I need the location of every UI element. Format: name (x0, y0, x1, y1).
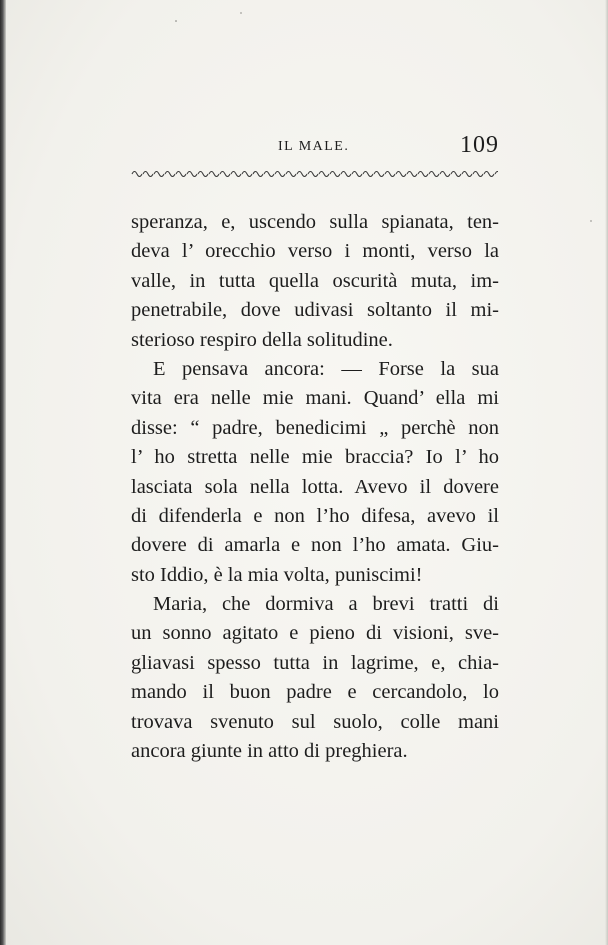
paper-speck (175, 20, 177, 22)
text-line: speranza, e, uscendo sulla spianata, ten- (131, 211, 499, 233)
paper-speck (590, 220, 592, 222)
ornament-wave (451, 172, 461, 177)
ornament-wave (286, 172, 296, 177)
ornament-wave (319, 172, 329, 177)
text-line: vita era nelle mie mani. Quand’ ella mi (131, 387, 499, 410)
running-header (132, 132, 504, 162)
ornament-wave (440, 172, 450, 177)
ornament-wave (462, 172, 472, 177)
text-line: Maria, che dormiva a brevi tratti di (153, 593, 499, 616)
text-line: un sonno agitato e pieno di visioni, sve- (131, 622, 499, 645)
ornament-wave (484, 172, 494, 177)
ornament-wave (264, 172, 274, 177)
text-line: disse: “ padre, benedicimi „ perchè non (131, 416, 499, 439)
ornament-wave (363, 172, 373, 177)
text-line: sterioso respiro della solitudine. (131, 328, 393, 351)
ornament-wave (176, 172, 186, 177)
ornament-wave (165, 172, 175, 177)
ornament-wave (132, 172, 142, 177)
text-line: valle, in tutta quella oscurità muta, im- (131, 269, 499, 292)
text-line: dovere di amarla e non l’ho amata. Giu- (131, 534, 499, 557)
text-line: gliavasi spesso tutta in lagrime, e, chia- (131, 651, 499, 674)
text-line: sto Iddio, è la mia volta, puniscimi! (131, 563, 423, 586)
text-line: lasciata sola nella lotta. Avevo il dovere (131, 475, 499, 498)
ornament-wave (341, 172, 351, 177)
text-line: l’ ho stretta nelle mie braccia? Io l’ ho (131, 446, 499, 469)
ornament-wave (495, 172, 498, 177)
ornament-wave (209, 172, 219, 177)
page-binding-edge (0, 0, 6, 945)
ornament-wave (297, 172, 307, 177)
ornament-wave (330, 172, 340, 177)
ornament-wave (143, 172, 153, 177)
ornament-wave (473, 172, 483, 177)
ornament-wave (407, 172, 417, 177)
text-line: di difenderla e non l’ho difesa, avevo il (131, 504, 499, 527)
ornament-wave (374, 172, 384, 177)
ornament-wave (418, 172, 428, 177)
ornament-wave (220, 172, 230, 177)
ornament-wave (275, 172, 285, 177)
ornament-wave (198, 172, 208, 177)
text-line: deva l’ orecchio verso i monti, verso la (131, 240, 499, 263)
chapter-title: IL MALE. (278, 139, 350, 154)
ornament-wave (242, 172, 252, 177)
ornament-wave (352, 172, 362, 177)
page-number: 109 (460, 132, 499, 158)
text-line: penetrabile, dove udivasi soltanto il mi- (131, 299, 499, 322)
decorative-rule (130, 168, 498, 178)
ornament-wave (253, 172, 263, 177)
ornament-wave (154, 172, 164, 177)
text-line: E pensava ancora: — Forse la sua (153, 357, 499, 380)
ornament-wave (385, 172, 395, 177)
text-line: ancora giunte in atto di preghiera. (131, 740, 408, 763)
ornament-wave (429, 172, 439, 177)
ornament-wave (187, 172, 197, 177)
text-line: trovava svenuto sul suolo, colle mani (131, 710, 499, 733)
paper-speck (240, 12, 242, 14)
ornament-wave (308, 172, 318, 177)
text-line: mando il buon padre e cercandolo, lo (131, 681, 499, 704)
ornament-wave (231, 172, 241, 177)
body-text (131, 208, 499, 766)
ornament-wave (396, 172, 406, 177)
